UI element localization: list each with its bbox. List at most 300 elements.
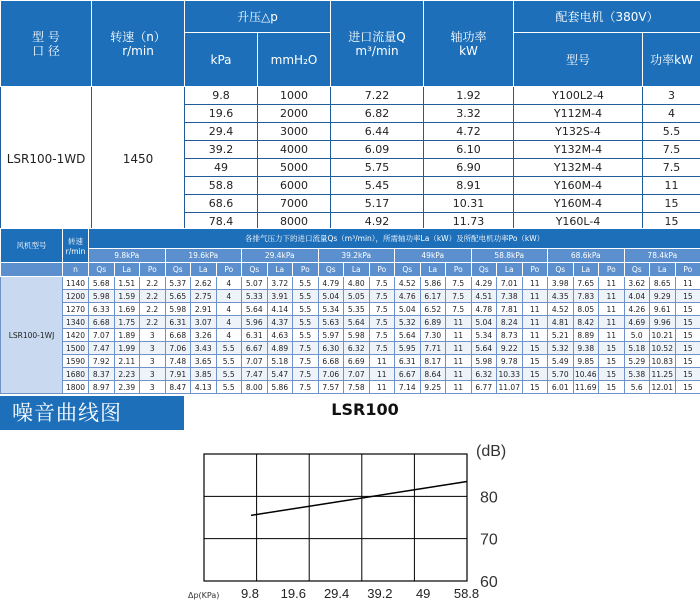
value-cell: 5.64 bbox=[344, 316, 370, 329]
speed-row bbox=[1, 368, 700, 381]
sub-header: Po bbox=[140, 263, 166, 277]
header-motor-model: 型号 bbox=[514, 33, 643, 87]
value-cell: 5.5 bbox=[293, 277, 319, 290]
value-cell: 11 bbox=[522, 290, 548, 303]
value-cell: 5.64 bbox=[471, 342, 497, 355]
motor-power-cell: 7.5 bbox=[643, 159, 700, 177]
x-tick-label: 9.8 bbox=[240, 586, 260, 600]
value-cell: 5.98 bbox=[89, 290, 115, 303]
value-cell: 7.58 bbox=[344, 381, 370, 394]
value-cell: 6.89 bbox=[420, 316, 446, 329]
value-cell: 7.06 bbox=[165, 342, 191, 355]
speed-row bbox=[1, 290, 700, 303]
value-cell: 6.77 bbox=[471, 381, 497, 394]
value-cell: 3.62 bbox=[624, 277, 650, 290]
value-cell: 10.21 bbox=[650, 329, 676, 342]
value-cell: 4.13 bbox=[191, 381, 217, 394]
noise-chart bbox=[0, 380, 700, 600]
header-kpa: kPa bbox=[185, 33, 258, 87]
motor-power-cell: 15 bbox=[643, 213, 700, 231]
value-cell: 11 bbox=[369, 355, 395, 368]
flow-cell: 6.44 bbox=[331, 123, 424, 141]
value-cell: 6.68 bbox=[318, 355, 344, 368]
value-cell: 3 bbox=[140, 329, 166, 342]
value-cell: 15 bbox=[675, 329, 700, 342]
value-cell: 6.67 bbox=[395, 368, 421, 381]
value-cell: 2.62 bbox=[191, 277, 217, 290]
sub-header: Qs bbox=[165, 263, 191, 277]
value-cell: 3 bbox=[140, 342, 166, 355]
value-cell: 4.14 bbox=[267, 303, 293, 316]
value-cell: 15 bbox=[522, 342, 548, 355]
value-cell: 11 bbox=[446, 342, 472, 355]
speed-value-cell: 1500 bbox=[63, 342, 89, 355]
speed-row bbox=[1, 329, 700, 342]
value-cell: 4.69 bbox=[624, 316, 650, 329]
value-cell: 7.5 bbox=[293, 368, 319, 381]
plot-frame bbox=[204, 454, 467, 581]
value-cell: 5.86 bbox=[267, 381, 293, 394]
value-cell: 5.49 bbox=[548, 355, 574, 368]
pressure-mmh2o-cell: 8000 bbox=[258, 213, 331, 231]
value-cell: 2.75 bbox=[191, 290, 217, 303]
pressure-header: 78.4kPa bbox=[624, 249, 700, 263]
value-cell: 4 bbox=[216, 277, 242, 290]
y-tick-label: 80 bbox=[480, 489, 498, 507]
value-cell: 15 bbox=[599, 355, 625, 368]
shaft-power-cell: 6.10 bbox=[424, 141, 514, 159]
sub-header: Qs bbox=[89, 263, 115, 277]
value-cell: 6.69 bbox=[344, 355, 370, 368]
value-cell: 2.91 bbox=[191, 303, 217, 316]
value-cell: 3 bbox=[140, 381, 166, 394]
value-cell: 4.29 bbox=[471, 277, 497, 290]
motor-model-cell: Y160L-4 bbox=[514, 213, 643, 231]
value-cell: 11 bbox=[522, 277, 548, 290]
value-cell: 7.06 bbox=[318, 368, 344, 381]
motor-model-cell: Y160M-4 bbox=[514, 195, 643, 213]
header-speed2-line1: 转速 bbox=[68, 236, 83, 246]
value-cell: 15 bbox=[675, 368, 700, 381]
value-cell: 5.18 bbox=[267, 355, 293, 368]
x-tick-label: 49 bbox=[415, 586, 431, 600]
x-axis-label: Δp(KPa) bbox=[188, 591, 220, 600]
fan-model-cell: LSR100-1WJ bbox=[1, 277, 63, 394]
value-cell: 4.79 bbox=[318, 277, 344, 290]
value-cell: 11.69 bbox=[573, 381, 599, 394]
value-cell: 11 bbox=[446, 355, 472, 368]
value-cell: 11 bbox=[522, 316, 548, 329]
value-cell: 5.5 bbox=[216, 342, 242, 355]
value-cell: 8.73 bbox=[497, 329, 523, 342]
value-cell: 5.98 bbox=[471, 355, 497, 368]
pressure-header: 29.4kPa bbox=[242, 249, 319, 263]
value-cell: 7.5 bbox=[446, 303, 472, 316]
pressure-kpa-cell: 78.4 bbox=[185, 213, 258, 231]
value-cell: 1.51 bbox=[114, 277, 140, 290]
pressure-header: 39.2kPa bbox=[318, 249, 395, 263]
pressure-kpa-cell: 29.4 bbox=[185, 123, 258, 141]
header-flow-line2: m³/min bbox=[355, 43, 399, 58]
value-cell: 8.42 bbox=[573, 316, 599, 329]
value-cell: 6.31 bbox=[395, 355, 421, 368]
value-cell: 11 bbox=[599, 290, 625, 303]
value-cell: 5.29 bbox=[624, 355, 650, 368]
value-cell: 15 bbox=[675, 290, 700, 303]
motor-model-cell: Y100L2-4 bbox=[514, 87, 643, 105]
value-cell: 5.07 bbox=[242, 277, 268, 290]
motor-model-cell: Y132M-4 bbox=[514, 141, 643, 159]
value-cell: 11 bbox=[522, 329, 548, 342]
value-cell: 4 bbox=[216, 290, 242, 303]
value-cell: 15 bbox=[675, 381, 700, 394]
header-power-line2: kW bbox=[459, 43, 478, 58]
value-cell: 5.5 bbox=[216, 355, 242, 368]
value-cell: 1.59 bbox=[114, 290, 140, 303]
value-cell: 5.5 bbox=[293, 290, 319, 303]
value-cell: 4.37 bbox=[267, 316, 293, 329]
value-cell: 4.04 bbox=[624, 290, 650, 303]
value-cell: 7.5 bbox=[293, 342, 319, 355]
value-cell: 5.65 bbox=[165, 290, 191, 303]
sub-header: Qs bbox=[318, 263, 344, 277]
value-cell: 5.64 bbox=[395, 329, 421, 342]
pressure-kpa-cell: 9.8 bbox=[185, 87, 258, 105]
value-cell: 11 bbox=[522, 303, 548, 316]
value-cell: 11 bbox=[446, 381, 472, 394]
pressure-kpa-cell: 39.2 bbox=[185, 141, 258, 159]
value-cell: 8.24 bbox=[497, 316, 523, 329]
shaft-power-cell: 4.72 bbox=[424, 123, 514, 141]
sub-header: Qs bbox=[242, 263, 268, 277]
sub-header: La bbox=[420, 263, 446, 277]
value-cell: 15 bbox=[599, 368, 625, 381]
value-cell: 4.78 bbox=[471, 303, 497, 316]
value-cell: 3.91 bbox=[267, 290, 293, 303]
value-cell: 3.85 bbox=[191, 368, 217, 381]
value-cell: 9.29 bbox=[650, 290, 676, 303]
value-cell: 5.5 bbox=[216, 368, 242, 381]
header-flow-line1: 进口流量Q bbox=[348, 29, 406, 44]
shaft-power-cell: 3.32 bbox=[424, 105, 514, 123]
speed-value-cell: 1340 bbox=[63, 316, 89, 329]
value-cell: 10.52 bbox=[650, 342, 676, 355]
value-cell: 15 bbox=[675, 316, 700, 329]
value-cell: 2.39 bbox=[114, 381, 140, 394]
sub-header: La bbox=[573, 263, 599, 277]
value-cell: 9.25 bbox=[420, 381, 446, 394]
speed-performance-table bbox=[0, 228, 700, 394]
header-blank bbox=[1, 263, 63, 277]
value-cell: 6.17 bbox=[420, 290, 446, 303]
value-cell: 5.86 bbox=[420, 277, 446, 290]
value-cell: 4.52 bbox=[395, 277, 421, 290]
value-cell: 5.5 bbox=[216, 381, 242, 394]
motor-model-cell: Y160M-4 bbox=[514, 177, 643, 195]
flow-cell: 7.22 bbox=[331, 87, 424, 105]
value-cell: 12.01 bbox=[650, 381, 676, 394]
value-cell: 5.5 bbox=[293, 303, 319, 316]
value-cell: 5.6 bbox=[624, 381, 650, 394]
flow-cell: 6.82 bbox=[331, 105, 424, 123]
speed-row bbox=[1, 355, 700, 368]
value-cell: 4.51 bbox=[471, 290, 497, 303]
pressure-mmh2o-cell: 7000 bbox=[258, 195, 331, 213]
chart-grid bbox=[204, 454, 467, 581]
value-cell: 5.04 bbox=[471, 316, 497, 329]
speed-value-cell: 1200 bbox=[63, 290, 89, 303]
value-cell: 7.07 bbox=[89, 329, 115, 342]
value-cell: 7.47 bbox=[89, 342, 115, 355]
value-cell: 4 bbox=[216, 316, 242, 329]
value-cell: 5.18 bbox=[624, 342, 650, 355]
shaft-power-cell: 11.73 bbox=[424, 213, 514, 231]
header-model-line2: 口 径 bbox=[32, 43, 60, 58]
value-cell: 1.69 bbox=[114, 303, 140, 316]
model-cell: LSR100-1WD bbox=[1, 87, 92, 231]
sub-header: Po bbox=[522, 263, 548, 277]
value-cell: 7.38 bbox=[497, 290, 523, 303]
value-cell: 7.5 bbox=[369, 329, 395, 342]
value-cell: 9.22 bbox=[497, 342, 523, 355]
value-cell: 6.68 bbox=[165, 329, 191, 342]
value-cell: 9.38 bbox=[573, 342, 599, 355]
sub-header: Po bbox=[599, 263, 625, 277]
pressure-kpa-cell: 49 bbox=[185, 159, 258, 177]
speed-value-cell: 1270 bbox=[63, 303, 89, 316]
header-flow bbox=[331, 1, 424, 87]
pressure-mmh2o-cell: 2000 bbox=[258, 105, 331, 123]
header-speed bbox=[92, 1, 185, 87]
speed-value-cell: 1680 bbox=[63, 368, 89, 381]
sub-header: La bbox=[497, 263, 523, 277]
value-cell: 5.0 bbox=[624, 329, 650, 342]
sub-header: La bbox=[267, 263, 293, 277]
value-cell: 8.89 bbox=[573, 329, 599, 342]
value-cell: 11 bbox=[599, 303, 625, 316]
header-motor: 配套电机（380V） bbox=[514, 1, 700, 33]
sub-header: Po bbox=[446, 263, 472, 277]
flow-cell: 4.92 bbox=[331, 213, 424, 231]
y-axis-label: (dB) bbox=[476, 443, 507, 460]
noise-section-title: 噪音曲线图 bbox=[0, 396, 184, 430]
pressure-header: 19.6kPa bbox=[165, 249, 242, 263]
chart-labels bbox=[188, 443, 506, 600]
header-shaft-power bbox=[424, 1, 514, 87]
value-cell: 7.65 bbox=[573, 277, 599, 290]
motor-power-cell: 5.5 bbox=[643, 123, 700, 141]
value-cell: 11 bbox=[369, 368, 395, 381]
value-cell: 11 bbox=[369, 381, 395, 394]
value-cell: 8.37 bbox=[89, 368, 115, 381]
value-cell: 7.5 bbox=[369, 290, 395, 303]
shaft-power-cell: 6.90 bbox=[424, 159, 514, 177]
value-cell: 9.85 bbox=[573, 355, 599, 368]
value-cell: 8.00 bbox=[242, 381, 268, 394]
pressure-mmh2o-cell: 1000 bbox=[258, 87, 331, 105]
value-cell: 5.21 bbox=[548, 329, 574, 342]
speed-value-cell: 1590 bbox=[63, 355, 89, 368]
motor-power-cell: 4 bbox=[643, 105, 700, 123]
value-cell: 4 bbox=[216, 329, 242, 342]
performance-row bbox=[1, 87, 700, 105]
value-cell: 7.92 bbox=[89, 355, 115, 368]
header-model bbox=[1, 1, 92, 87]
value-cell: 6.32 bbox=[471, 368, 497, 381]
pressure-mmh2o-cell: 6000 bbox=[258, 177, 331, 195]
flow-cell: 5.45 bbox=[331, 177, 424, 195]
value-cell: 11 bbox=[446, 329, 472, 342]
value-cell: 3.65 bbox=[191, 355, 217, 368]
sub-header: La bbox=[114, 263, 140, 277]
value-cell: 7.5 bbox=[369, 316, 395, 329]
flow-cell: 5.75 bbox=[331, 159, 424, 177]
value-cell: 4.89 bbox=[267, 342, 293, 355]
value-cell: 6.01 bbox=[548, 381, 574, 394]
value-cell: 1.75 bbox=[114, 316, 140, 329]
value-cell: 2.2 bbox=[140, 290, 166, 303]
shaft-power-cell: 1.92 bbox=[424, 87, 514, 105]
sub-header: Qs bbox=[395, 263, 421, 277]
header-motor-power: 功率kW bbox=[643, 33, 700, 87]
pressure-header: 68.6kPa bbox=[548, 249, 625, 263]
value-cell: 4.52 bbox=[548, 303, 574, 316]
value-cell: 5.47 bbox=[267, 368, 293, 381]
value-cell: 7.07 bbox=[242, 355, 268, 368]
sub-header: Po bbox=[216, 263, 242, 277]
shaft-power-cell: 8.91 bbox=[424, 177, 514, 195]
motor-power-cell: 7.5 bbox=[643, 141, 700, 159]
value-cell: 4.80 bbox=[344, 277, 370, 290]
header-power-line1: 轴功率 bbox=[450, 29, 487, 44]
value-cell: 7.5 bbox=[293, 355, 319, 368]
value-cell: 9.78 bbox=[497, 355, 523, 368]
sub-header: Qs bbox=[624, 263, 650, 277]
flow-cell: 5.17 bbox=[331, 195, 424, 213]
sub-header: Qs bbox=[471, 263, 497, 277]
chart-series bbox=[251, 482, 467, 516]
value-cell: 6.68 bbox=[89, 316, 115, 329]
value-cell: 6.30 bbox=[318, 342, 344, 355]
value-cell: 5.64 bbox=[242, 303, 268, 316]
speed-row bbox=[1, 342, 700, 355]
pressure-kpa-cell: 68.6 bbox=[185, 195, 258, 213]
value-cell: 7.5 bbox=[369, 303, 395, 316]
speed-row bbox=[1, 303, 700, 316]
shaft-power-cell: 10.31 bbox=[424, 195, 514, 213]
value-cell: 6.67 bbox=[242, 342, 268, 355]
value-cell: 6.52 bbox=[420, 303, 446, 316]
value-cell: 2.2 bbox=[140, 316, 166, 329]
y-tick-label: 70 bbox=[480, 531, 498, 549]
value-cell: 5.98 bbox=[165, 303, 191, 316]
value-cell: 5.5 bbox=[293, 316, 319, 329]
value-cell: 7.07 bbox=[344, 368, 370, 381]
value-cell: 15 bbox=[522, 368, 548, 381]
value-cell: 5.95 bbox=[395, 342, 421, 355]
value-cell: 4.76 bbox=[395, 290, 421, 303]
value-cell: 4.26 bbox=[624, 303, 650, 316]
pressure-header: 9.8kPa bbox=[89, 249, 166, 263]
value-cell: 11.07 bbox=[497, 381, 523, 394]
y-tick-label: 60 bbox=[480, 574, 498, 591]
value-cell: 5.34 bbox=[318, 303, 344, 316]
value-cell: 6.31 bbox=[242, 329, 268, 342]
speed-cell: 1450 bbox=[92, 87, 185, 231]
pressure-mmh2o-cell: 4000 bbox=[258, 141, 331, 159]
value-cell: 4 bbox=[216, 303, 242, 316]
speed-row bbox=[1, 277, 700, 290]
value-cell: 7.83 bbox=[573, 290, 599, 303]
value-cell: 15 bbox=[675, 342, 700, 355]
value-cell: 5.05 bbox=[344, 290, 370, 303]
performance-table bbox=[0, 0, 700, 231]
value-cell: 8.47 bbox=[165, 381, 191, 394]
value-cell: 4.63 bbox=[267, 329, 293, 342]
x-tick-label: 29.4 bbox=[323, 586, 350, 600]
motor-power-cell: 11 bbox=[643, 177, 700, 195]
speed-value-cell: 1800 bbox=[63, 381, 89, 394]
value-cell: 11 bbox=[599, 329, 625, 342]
motor-model-cell: Y112M-4 bbox=[514, 105, 643, 123]
value-cell: 7.5 bbox=[369, 342, 395, 355]
sub-header: La bbox=[344, 263, 370, 277]
series-line bbox=[251, 482, 467, 516]
value-cell: 5.96 bbox=[242, 316, 268, 329]
value-cell: 11 bbox=[446, 368, 472, 381]
value-cell: 3.26 bbox=[191, 329, 217, 342]
value-cell: 3.07 bbox=[191, 316, 217, 329]
x-tick-label: 39.2 bbox=[367, 586, 393, 600]
motor-power-cell: 3 bbox=[643, 87, 700, 105]
value-cell: 6.32 bbox=[344, 342, 370, 355]
value-cell: 10.46 bbox=[573, 368, 599, 381]
value-cell: 5.97 bbox=[318, 329, 344, 342]
value-cell: 15 bbox=[675, 355, 700, 368]
value-cell: 8.97 bbox=[89, 381, 115, 394]
value-cell: 7.47 bbox=[242, 368, 268, 381]
value-cell: 4.81 bbox=[548, 316, 574, 329]
value-cell: 7.14 bbox=[395, 381, 421, 394]
value-cell: 11 bbox=[446, 316, 472, 329]
value-cell: 15 bbox=[675, 303, 700, 316]
value-cell: 5.63 bbox=[318, 316, 344, 329]
value-cell: 4.35 bbox=[548, 290, 574, 303]
value-cell: 3.98 bbox=[548, 277, 574, 290]
value-cell: 8.65 bbox=[650, 277, 676, 290]
value-cell: 5.37 bbox=[165, 277, 191, 290]
value-cell: 7.57 bbox=[318, 381, 344, 394]
value-cell: 9.96 bbox=[650, 316, 676, 329]
value-cell: 7.5 bbox=[446, 277, 472, 290]
speed-value-cell: 1140 bbox=[63, 277, 89, 290]
value-cell: 8.05 bbox=[573, 303, 599, 316]
sub-header: Qs bbox=[548, 263, 574, 277]
value-cell: 5.32 bbox=[548, 342, 574, 355]
value-cell: 9.61 bbox=[650, 303, 676, 316]
value-cell: 7.5 bbox=[369, 277, 395, 290]
value-cell: 3 bbox=[140, 355, 166, 368]
value-cell: 5.38 bbox=[624, 368, 650, 381]
header-fan-model: 风机型号 bbox=[1, 229, 63, 263]
value-cell: 11 bbox=[599, 316, 625, 329]
header-pressure: 升压△p bbox=[185, 1, 331, 33]
value-cell: 7.91 bbox=[165, 368, 191, 381]
value-cell: 5.32 bbox=[395, 316, 421, 329]
pressure-header: 58.8kPa bbox=[471, 249, 548, 263]
speed-value-cell: 1420 bbox=[63, 329, 89, 342]
value-cell: 10.33 bbox=[497, 368, 523, 381]
